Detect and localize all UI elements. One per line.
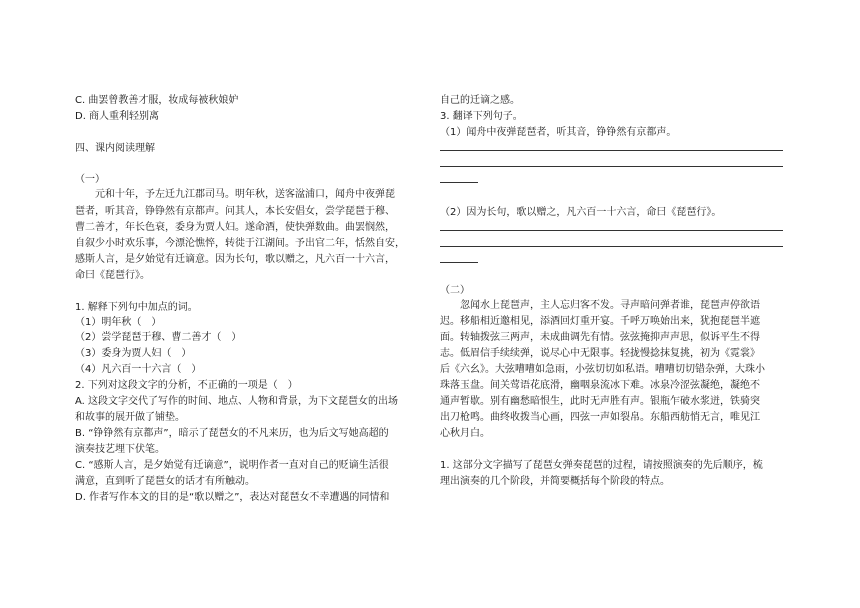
passage2-line: 面。转轴拨弦三两声，未成曲调先有情。弦弦掩抑声声思，似诉平生不得: [440, 332, 760, 343]
question-2-line: B. “铮铮然有京都声”，暗示了琵琶女的不凡来历，也为后文写她高超的: [75, 428, 389, 439]
passage-line: 琶者，听其音，铮铮然有京都声。问其人，本长安倡女，尝学琵琶于穆、: [75, 206, 395, 217]
question-2-line: 和故事的展开做了铺垫。: [75, 412, 185, 423]
answer-line[interactable]: [440, 230, 783, 231]
passage2-line: 忽闻水上琵琶声，主人忘归客不发。寻声暗问弹者谁，琵琶声停欲语: [460, 300, 760, 311]
passage2-line: 后《六幺》。大弦嘈嘈如急雨，小弦切切如私语。嘈嘈切切错杂弹，大珠小: [440, 364, 765, 375]
answer-line[interactable]: [440, 166, 783, 167]
option-c-top: C. 曲罢曾教善才服，妆成每被秋娘妒: [75, 95, 239, 106]
question-2-title: 2. 下列对这段文字的分析，不正确的一项是（ ）: [75, 380, 298, 391]
question-1-title: 1. 解释下列句中加点的词。: [75, 302, 198, 313]
question-3-item: （1）闻舟中夜弹琵琶者，听其音，铮铮然有京都声。: [440, 127, 677, 138]
question-2-line: 演奏技艺埋下伏笔。: [75, 444, 165, 455]
answer-line[interactable]: [440, 150, 783, 151]
passage2-line: 珠落玉盘。间关莺语花底滑，幽咽泉流冰下难。冰泉冷涩弦凝绝，凝绝不: [440, 380, 760, 391]
question-1-item: （3）委身为贾人妇（ ）: [75, 348, 192, 359]
question-2-line: 满意，直到听了琵琶女的话才有所触动。: [75, 476, 255, 487]
passage-line: 命曰《琵琶行》。: [75, 270, 150, 281]
passage2-line: 通声暂歇。别有幽愁暗恨生，此时无声胜有声。银瓶乍破水浆迸，铁骑突: [440, 396, 760, 407]
passage-line: 自叙少小时欢乐事，今漂沦憔悴，转徙于江湖间。予出官二年，恬然自安，: [75, 238, 405, 249]
question-1b-line: 理出演奏的几个阶段，并简要概括每个阶段的特点。: [440, 476, 670, 487]
question-1-item: （1）明年秋（ ）: [75, 317, 162, 328]
answer-line[interactable]: [440, 182, 478, 183]
passage-line: 感斯人言，是夕始觉有迁谪意。因为长句，歌以赠之，凡六百一十六言，: [75, 254, 395, 265]
question-1-item: （4）凡六百一十六言（ ）: [75, 364, 202, 375]
passage2-line: 出刀枪鸣。曲终收拨当心画，四弦一声如裂帛。东船西舫悄无言，唯见江: [440, 412, 760, 423]
part1-label: （一）: [75, 174, 105, 185]
option-d-top: D. 商人重利轻别离: [75, 111, 160, 122]
answer-line[interactable]: [440, 246, 783, 247]
question-3-title: 3. 翻译下列句子。: [440, 111, 523, 122]
question-2-line: A. 这段文字交代了写作的时间、地点、人物和背景，为下文琵琶女的出场: [75, 396, 399, 407]
question-1-item: （2）尝学琵琶于穆、曹二善才（ ）: [75, 332, 242, 343]
passage2-line: 志。低眉信手续续弹，说尽心中无限事。轻拢慢捻抹复挑，初为《霓裳》: [440, 348, 760, 359]
question-3-item: （2）因为长句，歌以赠之，凡六百一十六言，命曰《琵琶行》。: [440, 207, 722, 218]
answer-line[interactable]: [440, 262, 478, 263]
section-title: 四、课内阅读理解: [75, 143, 155, 154]
question-2-line: D. 作者写作本文的目的是“歌以赠之”，表达对琵琶女不幸遭遇的同情和: [75, 492, 390, 503]
continuation-line: 自己的迁谪之感。: [440, 95, 520, 106]
question-2-line: C. “感斯人言，是夕始觉有迁谪意”，说明作者一直对自己的贬谪生活很: [75, 460, 389, 471]
passage2-line: 心秋月白。: [440, 428, 490, 439]
question-1b-line: 1. 这部分文字描写了琵琶女弹奏琵琶的过程，请按照演奏的先后顺序，梳: [440, 460, 763, 471]
passage-line: 曹二善才，年长色衰，委身为贾人妇。遂命酒，使快弹数曲。曲罢悯然，: [75, 222, 395, 233]
passage2-line: 迟。移船相近邀相见，添酒回灯重开宴。千呼万唤始出来，犹抱琵琶半遮: [440, 316, 760, 327]
passage-line: 元和十年，予左迁九江郡司马。明年秋，送客湓浦口，闻舟中夜弹琵: [95, 189, 395, 200]
part2-label: （二）: [440, 285, 470, 296]
